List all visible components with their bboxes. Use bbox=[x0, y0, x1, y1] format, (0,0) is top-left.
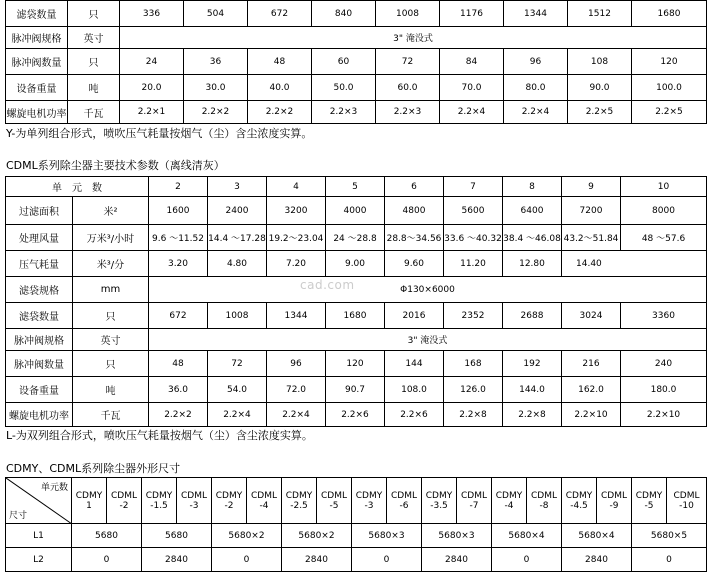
cell: 96 bbox=[267, 351, 326, 377]
row-label: 滤袋数量 bbox=[6, 303, 73, 329]
cell: 2688 bbox=[503, 303, 562, 329]
model-series: CDMY bbox=[495, 490, 523, 501]
model-header bbox=[212, 478, 247, 524]
cell: 2.2×10 bbox=[621, 403, 707, 427]
model-suffix: -9 bbox=[609, 500, 619, 511]
row-unit: 英寸 bbox=[68, 27, 120, 49]
model-series: CDML bbox=[321, 490, 347, 501]
cell: 3024 bbox=[562, 303, 621, 329]
row-label: 滤袋规格 bbox=[6, 277, 73, 303]
cell: 48 ～57.6 bbox=[621, 225, 707, 251]
model-header bbox=[632, 478, 667, 524]
model-suffix: -3 bbox=[189, 500, 199, 511]
cell: 5680×4 bbox=[562, 524, 632, 548]
row-label: 压气耗量 bbox=[6, 251, 73, 277]
cell: 108 bbox=[568, 49, 632, 75]
cell: 240 bbox=[621, 351, 707, 377]
table-row bbox=[6, 75, 707, 101]
cell: 7.20 bbox=[267, 251, 326, 277]
cell: 5680×2 bbox=[282, 524, 352, 548]
model-series: CDMY bbox=[425, 490, 453, 501]
cell: 48 bbox=[248, 49, 312, 75]
model-series: CDML bbox=[461, 490, 487, 501]
model-suffix: -2.5 bbox=[290, 500, 308, 511]
model-series: CDML bbox=[111, 490, 137, 501]
row-label: 螺旋电机功率 bbox=[6, 403, 73, 427]
model-suffix: -2 bbox=[224, 500, 234, 511]
row-label: 过滤面积 bbox=[6, 197, 73, 225]
corner-top-label: 单元数 bbox=[40, 483, 68, 493]
cell: 5680 bbox=[142, 524, 212, 548]
model-header bbox=[352, 478, 387, 524]
model-header bbox=[457, 478, 492, 524]
cell: 60 bbox=[312, 49, 376, 75]
header-cell: 3 bbox=[208, 177, 267, 197]
row-unit: 只 bbox=[68, 49, 120, 75]
cell: 5680×4 bbox=[492, 524, 562, 548]
watermark: cad.com bbox=[300, 278, 355, 292]
cell: 0 bbox=[352, 548, 422, 572]
model-suffix: -7 bbox=[469, 500, 479, 511]
cell: 180.0 bbox=[621, 377, 707, 403]
model-series: CDMY bbox=[215, 490, 243, 501]
row-unit: 吨 bbox=[73, 377, 149, 403]
note-y-series: Y-为单列组合形式，喷吹压气耗量按烟气（尘）含尘浓度实算。 bbox=[6, 127, 313, 140]
cell: 2016 bbox=[385, 303, 444, 329]
corner-bottom-label: 尺寸 bbox=[9, 511, 28, 521]
cell: 5680 bbox=[72, 524, 142, 548]
cell: 72.0 bbox=[267, 377, 326, 403]
cell: 672 bbox=[248, 1, 312, 27]
model-series: CDML bbox=[673, 490, 700, 501]
model-series: CDML bbox=[601, 490, 627, 501]
cell: 2.2×3 bbox=[376, 101, 440, 124]
dimension-section-title: CDMY、CDML系列除尘器外形尺寸 bbox=[6, 462, 181, 475]
span-cell: 3" 淹没式 bbox=[120, 27, 707, 49]
cell: 72 bbox=[376, 49, 440, 75]
span-cell: Φ130×6000 bbox=[149, 277, 707, 303]
cell: 672 bbox=[149, 303, 208, 329]
header-cell: 5 bbox=[326, 177, 385, 197]
cell: 50.0 bbox=[312, 75, 376, 101]
cell: 1512 bbox=[568, 1, 632, 27]
cell: 24 bbox=[120, 49, 184, 75]
model-series: CDML bbox=[181, 490, 207, 501]
cell: 4.80 bbox=[208, 251, 267, 277]
table-row bbox=[6, 548, 707, 572]
cell: 4800 bbox=[385, 197, 444, 225]
cell: 9.00 bbox=[326, 251, 385, 277]
cell: 2.2×4 bbox=[267, 403, 326, 427]
cell: 192 bbox=[503, 351, 562, 377]
model-header bbox=[667, 478, 707, 524]
row-label: 设备重量 bbox=[6, 377, 73, 403]
table-row bbox=[6, 403, 707, 427]
table-row bbox=[6, 303, 707, 329]
model-suffix: -10 bbox=[679, 500, 694, 511]
cell: 2840 bbox=[562, 548, 632, 572]
cell: 0 bbox=[632, 548, 707, 572]
cell: 60.0 bbox=[376, 75, 440, 101]
model-header bbox=[387, 478, 422, 524]
model-suffix: -1.5 bbox=[150, 500, 168, 511]
model-suffix: 1 bbox=[86, 500, 92, 511]
header-cell: 6 bbox=[385, 177, 444, 197]
header-cell: 9 bbox=[562, 177, 621, 197]
table-row bbox=[6, 524, 707, 548]
cell: 2.2×4 bbox=[208, 403, 267, 427]
row-unit: 万米³/小时 bbox=[73, 225, 149, 251]
cell: 162.0 bbox=[562, 377, 621, 403]
note-l-series: L-为双列组合形式，喷吹压气耗量按烟气（尘）含尘浓度实算。 bbox=[6, 429, 313, 442]
cell: 28.8～34.56 bbox=[385, 225, 444, 251]
table-row bbox=[6, 27, 707, 49]
model-header bbox=[72, 478, 107, 524]
cell: 2352 bbox=[444, 303, 503, 329]
cell: 0 bbox=[72, 548, 142, 572]
cell: 2.2×2 bbox=[149, 403, 208, 427]
cell: 43.2～51.84 bbox=[562, 225, 621, 251]
model-header bbox=[317, 478, 352, 524]
model-suffix: -3.5 bbox=[430, 500, 448, 511]
model-series: CDMY bbox=[145, 490, 173, 501]
cell: 33.6 ～40.32 bbox=[444, 225, 503, 251]
model-header bbox=[177, 478, 212, 524]
cell: 2.2×2 bbox=[184, 101, 248, 124]
cell: 24 ～28.8 bbox=[326, 225, 385, 251]
model-suffix: -4 bbox=[259, 500, 269, 511]
corner-cell bbox=[6, 478, 72, 524]
cell: 2.2×5 bbox=[632, 101, 707, 124]
model-series: CDML bbox=[391, 490, 417, 501]
cell: 20.0 bbox=[120, 75, 184, 101]
model-suffix: -3 bbox=[364, 500, 374, 511]
row-unit: 千瓦 bbox=[68, 101, 120, 124]
cell: 2.2×10 bbox=[562, 403, 621, 427]
model-header bbox=[107, 478, 142, 524]
cell: 3.20 bbox=[149, 251, 208, 277]
row-label: 脉冲阀规格 bbox=[6, 27, 68, 49]
header-cell: 8 bbox=[503, 177, 562, 197]
cell: 30.0 bbox=[184, 75, 248, 101]
row-unit: 只 bbox=[73, 303, 149, 329]
table-row bbox=[6, 1, 707, 27]
header-cell: 10 bbox=[621, 177, 707, 197]
cell: 120 bbox=[326, 351, 385, 377]
cell: 2.2×4 bbox=[504, 101, 568, 124]
cell: 2.2×8 bbox=[503, 403, 562, 427]
header-cell: 7 bbox=[444, 177, 503, 197]
cell: 1680 bbox=[632, 1, 707, 27]
cell: 2840 bbox=[142, 548, 212, 572]
cell: 14.40 bbox=[562, 251, 707, 277]
cell: 336 bbox=[120, 1, 184, 27]
model-suffix: -4 bbox=[504, 500, 514, 511]
cell: 84 bbox=[440, 49, 504, 75]
cell: 5680×2 bbox=[212, 524, 282, 548]
table-row bbox=[6, 101, 707, 124]
cell: 40.0 bbox=[248, 75, 312, 101]
cell: 72 bbox=[208, 351, 267, 377]
cell: 11.20 bbox=[444, 251, 503, 277]
cell: 1008 bbox=[208, 303, 267, 329]
model-header bbox=[527, 478, 562, 524]
row-unit: mm bbox=[73, 277, 149, 303]
cell: 5680×3 bbox=[352, 524, 422, 548]
cell: 0 bbox=[212, 548, 282, 572]
table-row bbox=[6, 377, 707, 403]
table-header-row bbox=[6, 478, 707, 524]
cell: 2840 bbox=[282, 548, 352, 572]
cell: 0 bbox=[492, 548, 562, 572]
cdml-section-title: CDML系列除尘器主要技术参数（离线清灰） bbox=[6, 159, 225, 172]
model-header bbox=[247, 478, 282, 524]
model-header bbox=[597, 478, 632, 524]
row-unit: 千瓦 bbox=[73, 403, 149, 427]
cell: 80.0 bbox=[504, 75, 568, 101]
cell: 100.0 bbox=[632, 75, 707, 101]
cell: 2.2×4 bbox=[440, 101, 504, 124]
model-series: CDMY bbox=[355, 490, 383, 501]
cell: 168 bbox=[444, 351, 503, 377]
cell: 504 bbox=[184, 1, 248, 27]
cell: 1344 bbox=[267, 303, 326, 329]
dimension-table bbox=[5, 477, 707, 572]
model-header bbox=[282, 478, 317, 524]
row-label: L2 bbox=[6, 548, 72, 572]
model-series: CDMY bbox=[565, 490, 593, 501]
model-suffix: -4.5 bbox=[570, 500, 588, 511]
model-series: CDMY bbox=[285, 490, 313, 501]
cell: 70.0 bbox=[440, 75, 504, 101]
model-header bbox=[492, 478, 527, 524]
cell: 3360 bbox=[621, 303, 707, 329]
cell: 9.60 bbox=[385, 251, 444, 277]
cell: 8000 bbox=[621, 197, 707, 225]
cell: 216 bbox=[562, 351, 621, 377]
cell: 126.0 bbox=[444, 377, 503, 403]
cell: 108.0 bbox=[385, 377, 444, 403]
table-row bbox=[6, 277, 707, 303]
cell: 9.6 ～11.52 bbox=[149, 225, 208, 251]
row-label: 处理风量 bbox=[6, 225, 73, 251]
cell: 54.0 bbox=[208, 377, 267, 403]
row-unit: 只 bbox=[73, 351, 149, 377]
row-unit: 英寸 bbox=[73, 329, 149, 351]
top-spec-table bbox=[5, 0, 707, 124]
row-label: 脉冲阀数量 bbox=[6, 49, 68, 75]
row-label: 脉冲阀规格 bbox=[6, 329, 73, 351]
cell: 2.2×6 bbox=[385, 403, 444, 427]
model-series: CDML bbox=[531, 490, 557, 501]
cell: 2.2×1 bbox=[120, 101, 184, 124]
model-suffix: -2 bbox=[119, 500, 129, 511]
cell: 144 bbox=[385, 351, 444, 377]
model-header bbox=[422, 478, 457, 524]
row-label: 设备重量 bbox=[6, 75, 68, 101]
cell: 1344 bbox=[504, 1, 568, 27]
cell: 6400 bbox=[503, 197, 562, 225]
row-label: L1 bbox=[6, 524, 72, 548]
cell: 5680×5 bbox=[632, 524, 707, 548]
cell: 120 bbox=[632, 49, 707, 75]
table-row bbox=[6, 225, 707, 251]
cell: 3200 bbox=[267, 197, 326, 225]
cell: 2840 bbox=[422, 548, 492, 572]
cell: 19.2～23.04 bbox=[267, 225, 326, 251]
model-header bbox=[142, 478, 177, 524]
cell: 144.0 bbox=[503, 377, 562, 403]
cell: 2.2×6 bbox=[326, 403, 385, 427]
cell: 36.0 bbox=[149, 377, 208, 403]
row-label: 螺旋电机功率 bbox=[6, 101, 68, 124]
cell: 2.2×5 bbox=[568, 101, 632, 124]
model-header bbox=[562, 478, 597, 524]
row-unit: 米² bbox=[73, 197, 149, 225]
row-unit: 只 bbox=[68, 1, 120, 27]
table-row bbox=[6, 329, 707, 351]
cell: 38.4 ～46.08 bbox=[503, 225, 562, 251]
model-suffix: -5 bbox=[644, 500, 654, 511]
cdml-spec-table bbox=[5, 176, 707, 427]
span-cell: 3" 淹没式 bbox=[149, 329, 707, 351]
row-label: 滤袋数量 bbox=[6, 1, 68, 27]
cell: 90.0 bbox=[568, 75, 632, 101]
cell: 7200 bbox=[562, 197, 621, 225]
model-series: CDML bbox=[251, 490, 277, 501]
cell: 2.2×3 bbox=[312, 101, 376, 124]
model-series: CDMY bbox=[635, 490, 663, 501]
cell: 90.7 bbox=[326, 377, 385, 403]
cell: 840 bbox=[312, 1, 376, 27]
cell: 1680 bbox=[326, 303, 385, 329]
table-header-row bbox=[6, 177, 707, 197]
row-label: 脉冲阀数量 bbox=[6, 351, 73, 377]
table-row bbox=[6, 251, 707, 277]
cell: 96 bbox=[504, 49, 568, 75]
cell: 2400 bbox=[208, 197, 267, 225]
cell: 2.2×2 bbox=[248, 101, 312, 124]
cell: 5600 bbox=[444, 197, 503, 225]
row-unit: 吨 bbox=[68, 75, 120, 101]
header-label: 单 元 数 bbox=[6, 177, 149, 197]
cell: 36 bbox=[184, 49, 248, 75]
cell: 5680×3 bbox=[422, 524, 492, 548]
model-suffix: -8 bbox=[539, 500, 549, 511]
cell: 14.4 ～17.28 bbox=[208, 225, 267, 251]
model-suffix: -5 bbox=[329, 500, 339, 511]
header-cell: 4 bbox=[267, 177, 326, 197]
cell: 12.80 bbox=[503, 251, 562, 277]
cell: 48 bbox=[149, 351, 208, 377]
cell: 1176 bbox=[440, 1, 504, 27]
cell: 2.2×8 bbox=[444, 403, 503, 427]
model-series: CDMY bbox=[75, 490, 103, 501]
table-row bbox=[6, 49, 707, 75]
model-suffix: -6 bbox=[399, 500, 409, 511]
cell: 4000 bbox=[326, 197, 385, 225]
table-row bbox=[6, 197, 707, 225]
cell: 1600 bbox=[149, 197, 208, 225]
row-unit: 米³/分 bbox=[73, 251, 149, 277]
header-cell: 2 bbox=[149, 177, 208, 197]
cell: 1008 bbox=[376, 1, 440, 27]
table-row bbox=[6, 351, 707, 377]
